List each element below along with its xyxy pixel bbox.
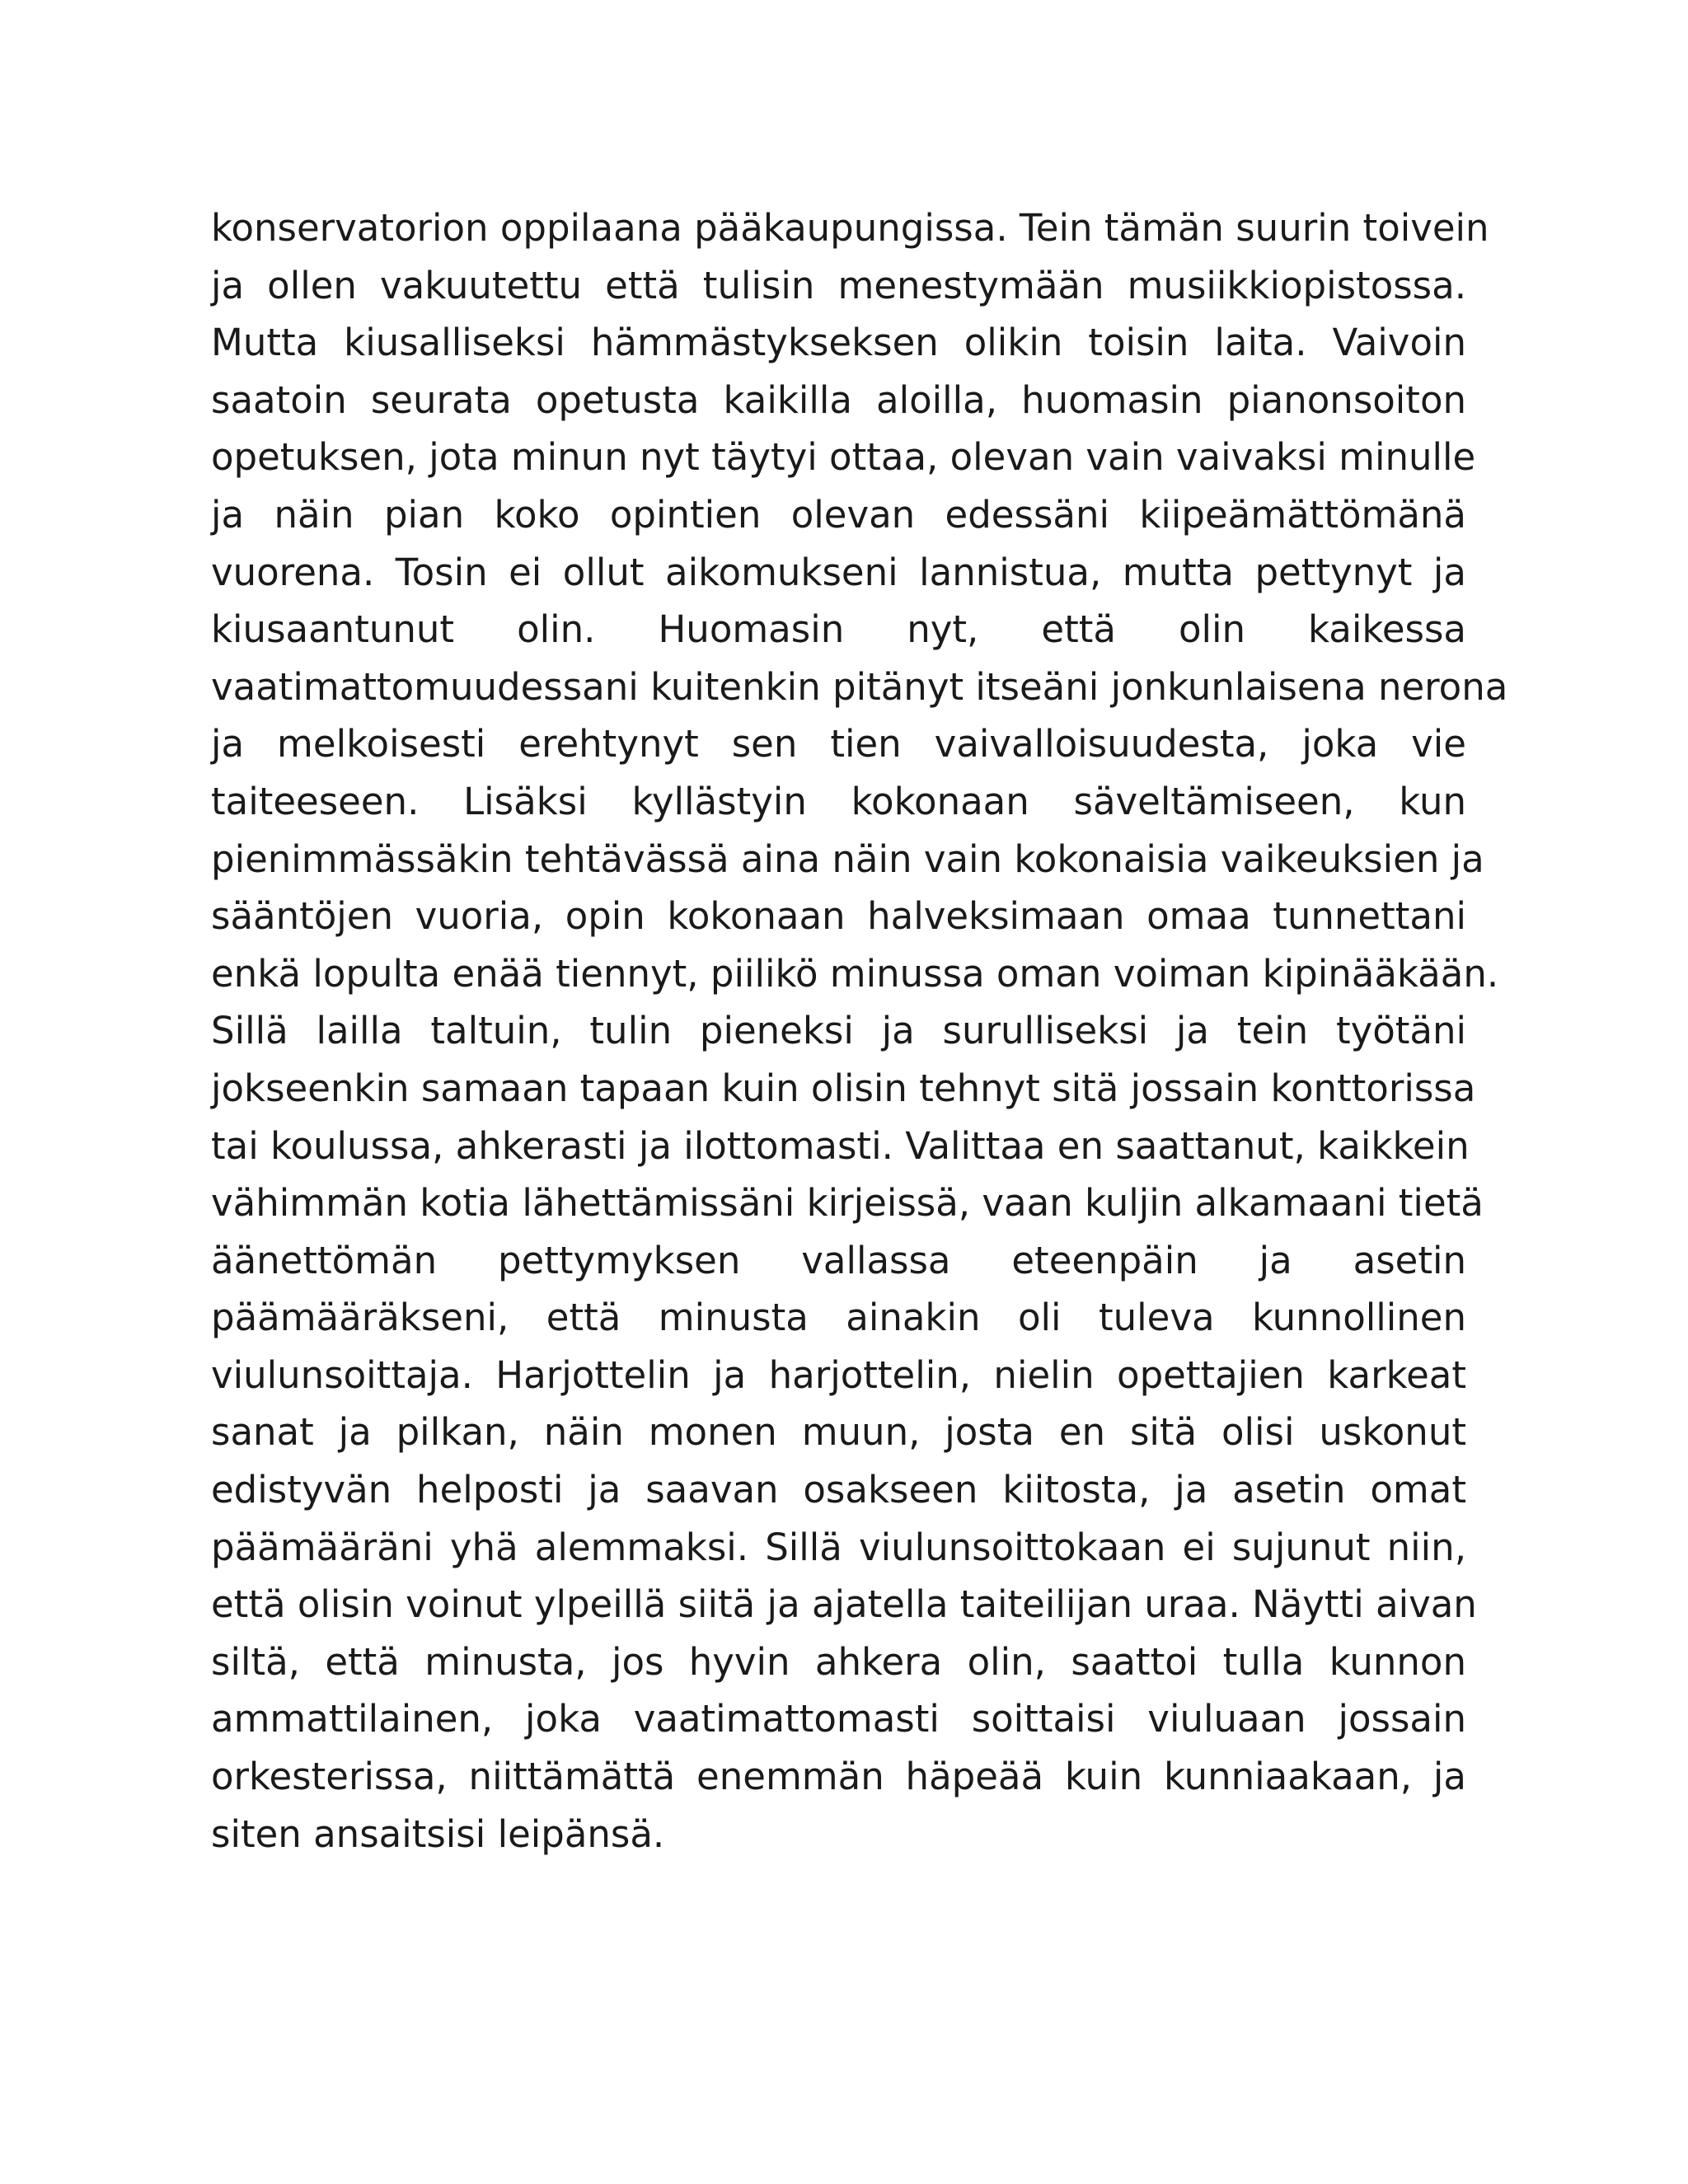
text-line: edistyvän helposti ja saavan osakseen kiitosta, ja asetin omat	[211, 1468, 1466, 1512]
text-line: ammattilainen, joka vaatimattomasti soittaisi viuluaan jossain	[211, 1697, 1466, 1741]
text-line: opetuksen, jota minun nyt täytyi ottaa, olevan vain vaivaksi minulle	[211, 435, 1476, 480]
text-line-last: siten ansaitsisi leipänsä.	[211, 1811, 665, 1856]
text-line: Mutta kiusalliseksi hämmästykseksen olikin toisin laita. Vaivoin	[211, 321, 1466, 365]
text-line: ja melkoisesti erehtynyt sen tien vaivalloisuudesta, joka vie	[211, 722, 1466, 766]
text-line: siltä, että minusta, jos hyvin ahkera olin, saattoi tulla kunnon	[211, 1639, 1466, 1684]
body-text	[211, 204, 1508, 1867]
text-line: sanat ja pilkan, näin monen muun, josta en sitä olisi uskonut	[211, 1410, 1466, 1455]
text-line: Sillä lailla taltuin, tulin pieneksi ja surulliseksi ja tein työtäni	[211, 1009, 1466, 1053]
text-line: päämääräkseni, että minusta ainakin oli tuleva kunnollinen	[211, 1296, 1466, 1340]
text-line: orkesterissa, niittämättä enemmän häpeää kuin kunniaakaan, ja	[211, 1755, 1466, 1799]
text-line: taiteeseen. Lisäksi kyllästyin kokonaan säveltämiseen, kun	[211, 779, 1466, 823]
text-line: sääntöjen vuoria, opin kokonaan halveksimaan omaa tunnettani	[211, 894, 1466, 939]
text-line: äänettömän pettymyksen vallassa eteenpäin ja asetin	[211, 1238, 1466, 1282]
text-line: ja ollen vakuutettu että tulisin menestymään musiikkiopistossa.	[211, 263, 1466, 307]
text-line: päämääräni yhä alemmaksi. Sillä viulunsoittokaan ei sujunut niin,	[211, 1525, 1466, 1569]
text-line: enkä lopulta enää tiennyt, piilikö minussa oman voiman kipinääkään.	[211, 951, 1499, 996]
text-line: jokseenkin samaan tapaan kuin olisin tehnyt sitä jossain konttorissa	[211, 1066, 1476, 1110]
text-line: konservatorion oppilaana pääkaupungissa. Tein tämän suurin toivein	[211, 206, 1489, 250]
text-line: saatoin seurata opetusta kaikilla aloilla, huomasin pianonsoiton	[211, 377, 1466, 422]
text-line: viulunsoittaja. Harjottelin ja harjottelin, nielin opettajien karkeat	[211, 1352, 1466, 1397]
text-line: vuorena. Tosin ei ollut aikomukseni lannistua, mutta pettynyt ja	[211, 550, 1466, 594]
text-line: vaatimattomuudessani kuitenkin pitänyt itseäni jonkunlaisena nerona	[211, 664, 1508, 709]
text-line: ja näin pian koko opintien olevan edessäni kiipeämättömänä	[211, 492, 1466, 537]
text-line: vähimmän kotia lähettämissäni kirjeissä, vaan kuljin alkamaani tietä	[211, 1181, 1484, 1226]
text-line: kiusaantunut olin. Huomasin nyt, että olin kaikessa	[211, 607, 1466, 652]
text-line: että olisin voinut ylpeillä siitä ja ajatella taiteilijan uraa. Näytti aivan	[211, 1582, 1477, 1627]
text-line: pienimmässäkin tehtävässä aina näin vain kokonaisia vaikeuksien ja	[211, 837, 1484, 881]
text-line: tai koulussa, ahkerasti ja ilottomasti. Valittaa en saattanut, kaikkein	[211, 1123, 1470, 1168]
